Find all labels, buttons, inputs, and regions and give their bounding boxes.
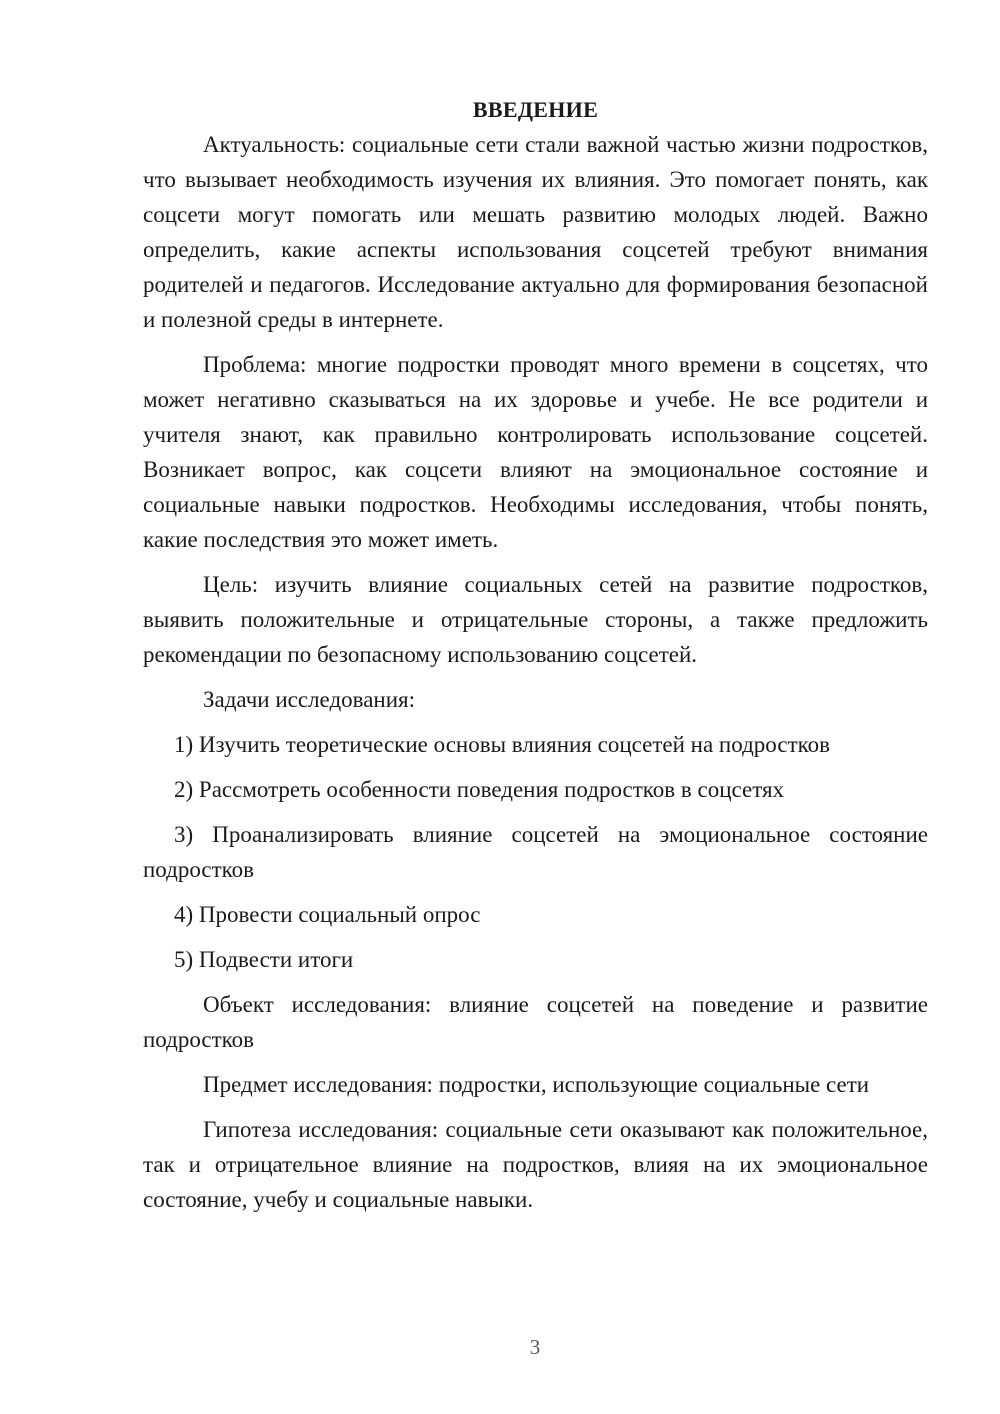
paragraph-goal: Цель: изучить влияние социальных сетей на развитие подростков, выявить положительные и отрицательные стороны, а также предложить рекомендации по безопасному использованию соцсетей. (143, 572, 928, 667)
paragraph-hypothesis: Гипотеза исследования: социальные сети оказывают как положительное, так и отрицательное влияние на подростков, влияя на их эмоциональное состояние, учебу и социальные навыки. (143, 1117, 928, 1212)
paragraph-object: Объект исследования: влияние соцсетей на поведение и развитие подростков (143, 992, 928, 1052)
paragraph-problem: Проблема: многие подростки проводят много времени в соцсетях, что может негативно сказываться на их здоровье и учебе. Не все родители и учителя знают, как правильно контролировать использование соцсетей. Возникает вопрос, как соцсети влияют на эмоциональное состояние и социальные навыки подростков. Необходимы исследования, чтобы понять, какие последствия это может иметь. (143, 352, 928, 552)
task-item-2: 2) Рассмотреть особенности поведения подростков в соцсетях (174, 777, 785, 802)
task-item-3: 3) Проанализировать влияние соцсетей на эмоциональное состояние подростков (143, 822, 928, 882)
paragraph-relevance: Актуальность: социальные сети стали важной частью жизни подростков, что вызывает необходимость изучения их влияния. Это помогает понять, как соцсети могут помогать или мешать развитию молодых людей. Важно определить, какие аспекты использования соцсетей требуют внимания родителей и педагогов. Исследование актуально для формирования безопасной и полезной среды в интернете. (143, 132, 928, 332)
page-number: 3 (529, 1335, 541, 1359)
paragraph-tasks-title: Задачи исследования: (203, 687, 416, 712)
paragraph-subject: Предмет исследования: подростки, использующие социальные сети (203, 1072, 870, 1097)
task-item-5: 5) Подвести итоги (174, 947, 354, 972)
task-item-4: 4) Провести социальный опрос (174, 902, 481, 927)
document-body (143, 92, 928, 1227)
section-heading: ВВЕДЕНИЕ (472, 97, 599, 122)
task-item-1: 1) Изучить теоретические основы влияния соцсетей на подростков (174, 732, 830, 757)
